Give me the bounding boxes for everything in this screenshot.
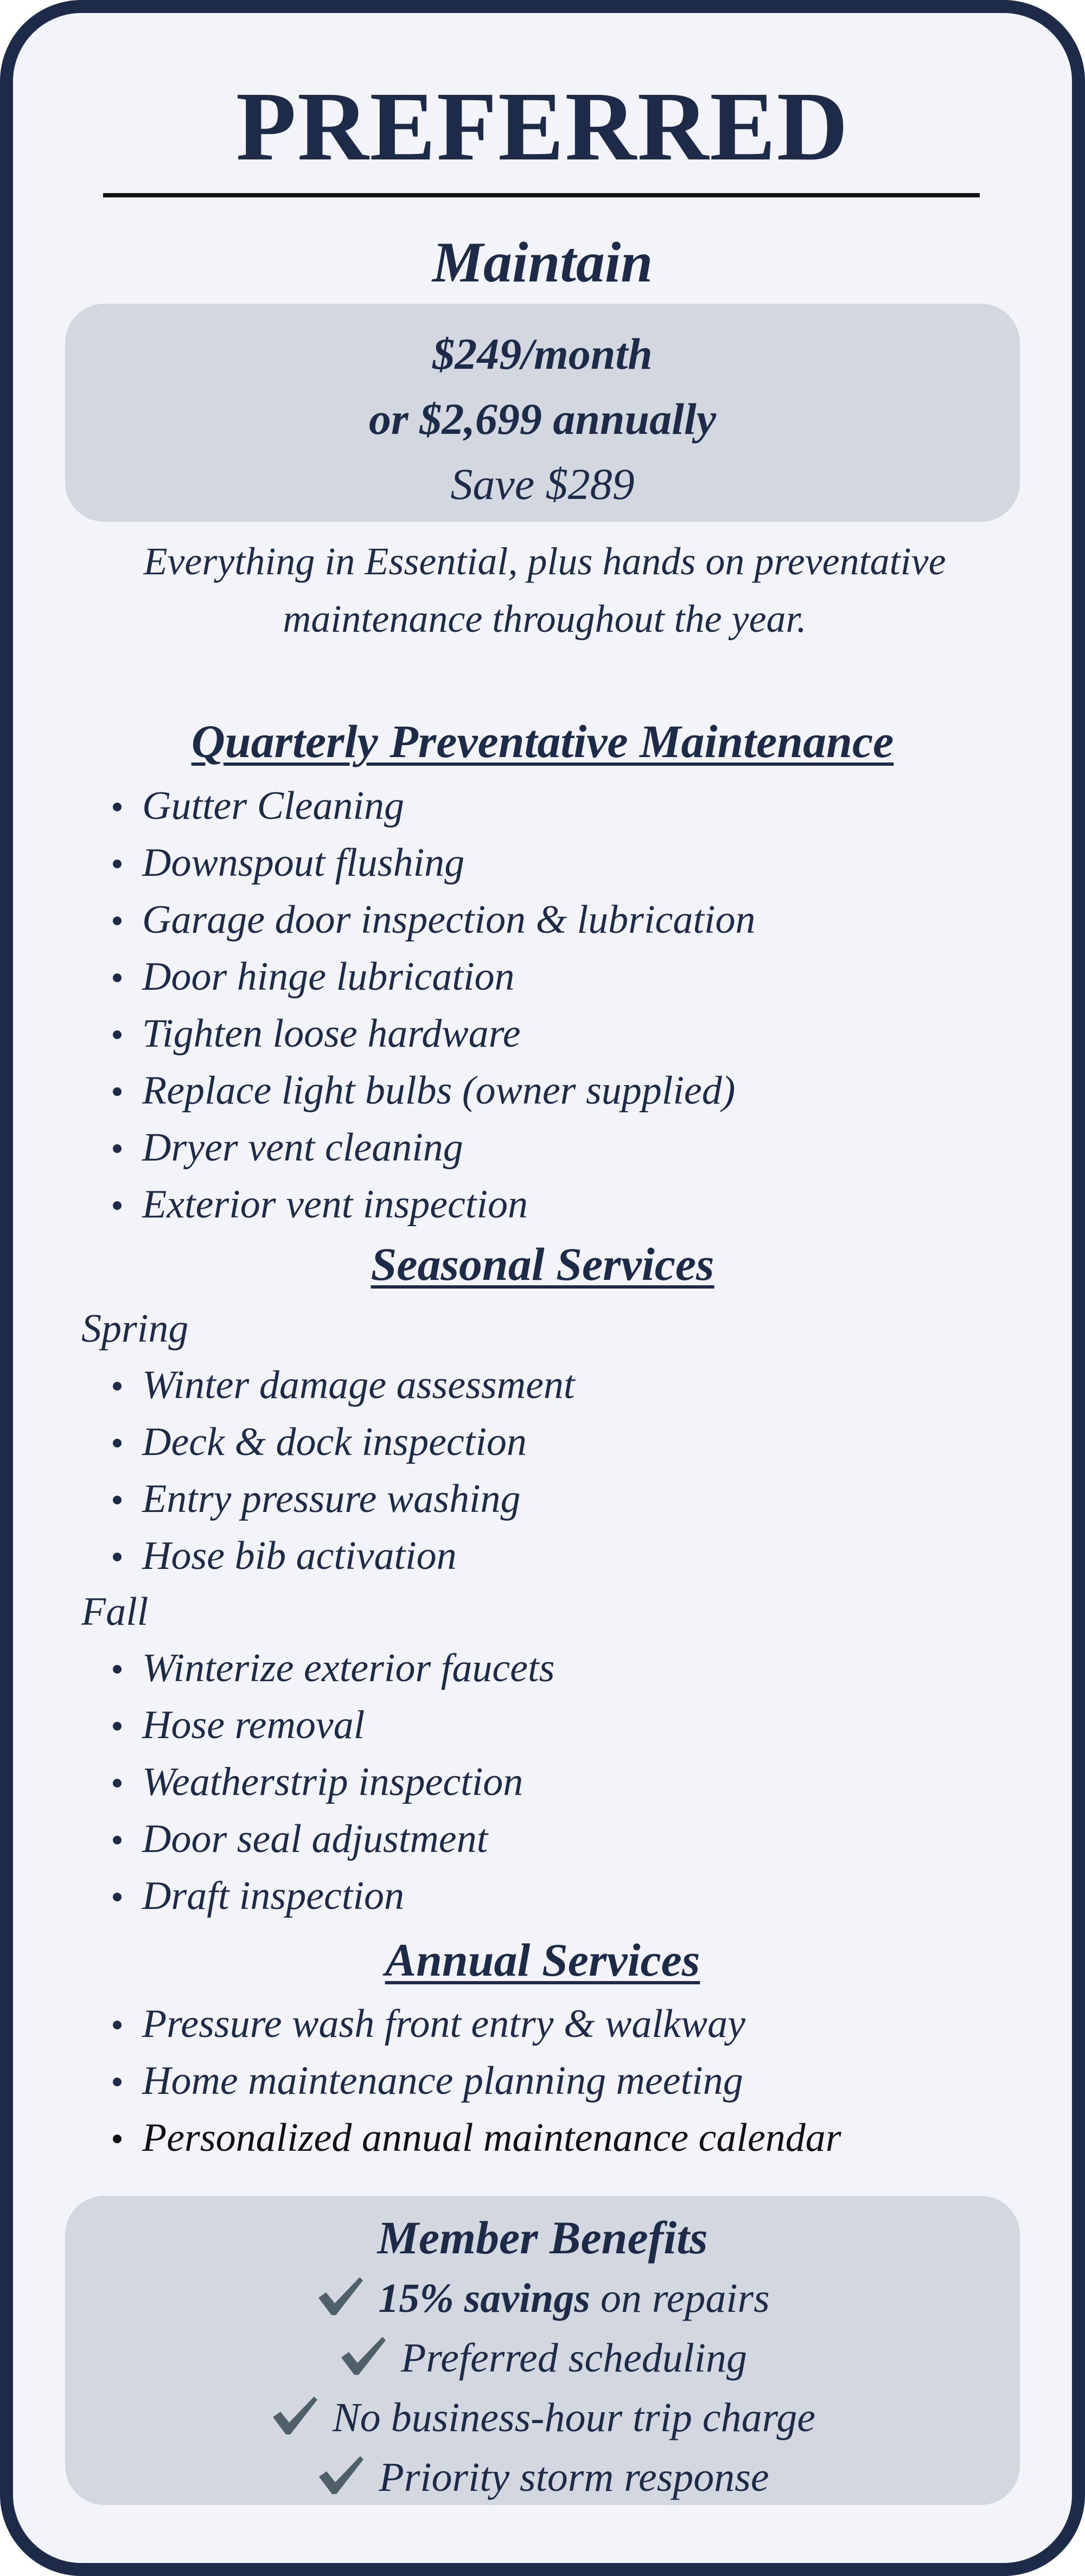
price-savings: Save $289 <box>450 459 635 509</box>
spring-label: Spring <box>81 1306 189 1351</box>
price-box <box>65 304 1020 522</box>
price-monthly: $249/month <box>432 329 653 379</box>
benefit-strong: 15% savings <box>378 2276 590 2321</box>
member-benefits-box <box>65 2196 1020 2505</box>
spring-list <box>13 1357 1072 1585</box>
quarterly-list <box>13 778 1072 1233</box>
list-item: Exterior vent inspection <box>13 1176 1072 1233</box>
plan-description: Everything in Essential, plus hands on preventative maintenance throughout the year. <box>143 540 946 640</box>
list-item: Downspout flushing <box>13 835 1072 892</box>
check-icon <box>338 2334 388 2377</box>
list-item: Door seal adjustment <box>13 1811 1072 1868</box>
seasonal-heading: Seasonal Services <box>371 1238 714 1290</box>
list-item: Garage door inspection & lubrication <box>13 892 1072 949</box>
benefit-item <box>65 2328 1020 2388</box>
list-item: Hose removal <box>13 1697 1072 1754</box>
benefits-heading: Member Benefits <box>377 2212 708 2264</box>
plan-title: PREFERRED <box>235 72 850 181</box>
list-item: Tighten loose hardware <box>13 1005 1072 1062</box>
fall-label: Fall <box>81 1590 149 1634</box>
list-item: Weatherstrip inspection <box>13 1754 1072 1811</box>
fall-list <box>13 1640 1072 1925</box>
list-item: Gutter Cleaning <box>13 778 1072 835</box>
list-item: Deck & dock inspection <box>13 1414 1072 1471</box>
benefit-item <box>65 2388 1020 2447</box>
benefit-text: No business-hour trip charge <box>332 2395 816 2440</box>
list-item: Home maintenance planning meeting <box>13 2053 1072 2110</box>
list-item: Hose bib activation <box>13 1528 1072 1585</box>
benefit-item <box>65 2269 1020 2328</box>
list-item: Draft inspection <box>13 1868 1072 1925</box>
annual-list <box>13 1996 1072 2167</box>
benefit-text: Preferred scheduling <box>400 2335 748 2381</box>
benefit-text: Priority storm response <box>379 2455 769 2500</box>
list-item: Winterize exterior faucets <box>13 1640 1072 1697</box>
plan-tier: Maintain <box>432 230 653 294</box>
price-annual: or $2,699 annually <box>368 394 717 444</box>
list-item: Pressure wash front entry & walkway <box>13 1996 1072 2053</box>
check-icon <box>316 2453 366 2496</box>
quarterly-heading: Quarterly Preventative Maintenance <box>191 715 894 767</box>
title-divider <box>103 193 980 197</box>
benefit-text: on repairs <box>590 2276 770 2321</box>
list-item: Personalized annual maintenance calendar <box>13 2110 1072 2167</box>
check-icon <box>315 2274 365 2317</box>
list-item: Entry pressure washing <box>13 1471 1072 1528</box>
list-item: Door hinge lubrication <box>13 949 1072 1005</box>
benefit-item <box>65 2447 1020 2507</box>
check-icon <box>270 2393 320 2437</box>
annual-heading: Annual Services <box>385 1934 700 1986</box>
list-item: Winter damage assessment <box>13 1357 1072 1414</box>
list-item: Dryer vent cleaning <box>13 1119 1072 1176</box>
list-item: Replace light bulbs (owner supplied) <box>13 1062 1072 1119</box>
